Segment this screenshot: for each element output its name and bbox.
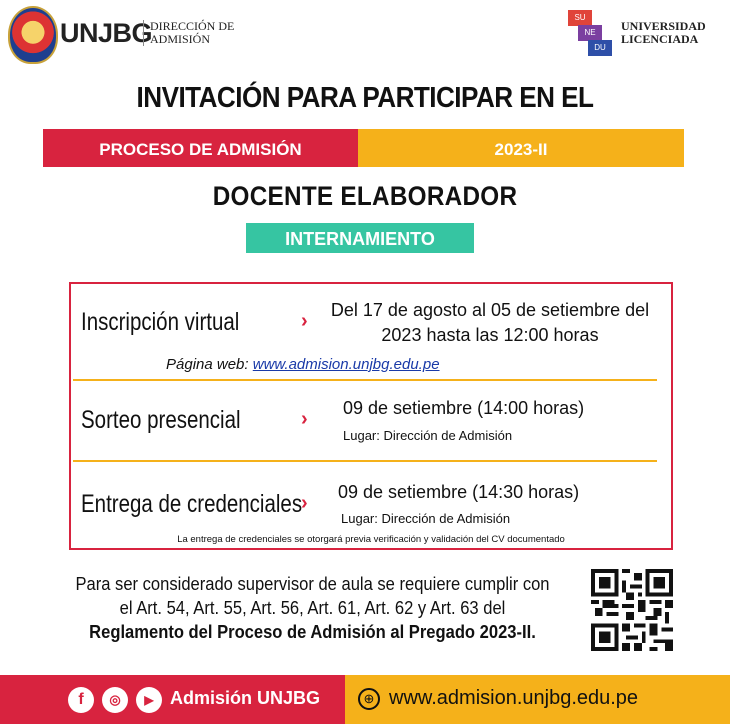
banner-period-label: 2023-II <box>494 140 548 159</box>
inscripcion-label: Inscripción virtual <box>81 308 240 336</box>
sunedu-logo <box>568 10 614 56</box>
direccion-admision-label <box>143 20 234 46</box>
unjbg-logo-text: UNJBG <box>60 18 153 48</box>
banner-period <box>358 129 684 167</box>
entrega-label: Entrega de credenciales <box>81 490 303 518</box>
universidad-licenciada-label <box>621 20 706 46</box>
globe-icon: ⊕ <box>358 688 380 710</box>
requirement-line2: el Art. 54, Art. 55, Art. 56, Art. 61, Art. 62 y Art. 63 del <box>119 598 506 618</box>
requirement-line1: Para ser considerado supervisor de aula se requiere cumplir con <box>75 574 550 594</box>
social-handle: Admisión UNJBG <box>170 688 321 708</box>
chevron-right-icon: › <box>301 408 308 430</box>
qr-code-icon <box>591 569 673 651</box>
sunedu-part-ne: NE <box>578 25 602 41</box>
footer-web-link[interactable]: www.admision.unjbg.edu.pe <box>389 687 639 709</box>
sorteo-place: Lugar: Dirección de Admisión <box>343 428 513 443</box>
web-line: Página web: www.admision.unjbg.edu.pe <box>166 356 440 373</box>
banner-process-label: PROCESO DE ADMISIÓN <box>99 140 302 159</box>
licenciada-line2: LICENCIADA <box>621 32 699 46</box>
sunedu-part-du: DU <box>588 40 612 56</box>
sorteo-label: Sorteo presencial <box>81 406 241 434</box>
direccion-line1: DIRECCIÓN DE <box>150 19 235 33</box>
sunedu-part-su: SU <box>568 10 592 26</box>
sorteo-date: 09 de setiembre (14:00 horas) <box>343 398 585 418</box>
footer-social-bar <box>0 675 345 724</box>
internamiento-tag: INTERNAMIENTO <box>246 223 474 253</box>
youtube-icon[interactable]: ▶ <box>136 687 162 713</box>
entrega-note: La entrega de credenciales se otorgará previa verificación y validación del CV documentado <box>177 534 565 545</box>
web-label: Página web <box>166 356 245 373</box>
chevron-right-icon: › <box>301 492 308 514</box>
unjbg-seal-logo <box>8 6 58 64</box>
inscripcion-line2: 2023 hasta las 12:00 horas <box>381 325 599 345</box>
admision-web-link[interactable]: www.admision.unjbg.edu.pe <box>252 356 440 373</box>
requirement-line3: Reglamento del Proceso de Admisión al Pregado 2023-II. <box>89 622 536 642</box>
separator <box>73 460 657 462</box>
instagram-icon[interactable]: ◎ <box>102 687 128 713</box>
inscripcion-line1: Del 17 de agosto al 05 de setiembre del <box>330 300 650 320</box>
schedule-box <box>69 282 673 550</box>
entrega-date: 09 de setiembre (14:30 horas) <box>338 482 580 502</box>
separator <box>73 379 657 381</box>
invitation-title: INVITACIÓN PARA PARTICIPAR EN EL <box>136 82 594 114</box>
role-subtitle: DOCENTE ELABORADOR <box>212 181 518 211</box>
requirement-text <box>62 572 563 644</box>
banner-process <box>43 129 358 167</box>
chevron-right-icon: › <box>301 310 308 332</box>
direccion-line2: ADMISIÓN <box>150 32 210 46</box>
facebook-icon[interactable]: f <box>68 687 94 713</box>
licenciada-line1: UNIVERSIDAD <box>621 19 706 33</box>
entrega-place: Lugar: Dirección de Admisión <box>341 511 511 526</box>
footer-web-bar <box>345 675 730 724</box>
inscripcion-dates <box>325 298 655 348</box>
